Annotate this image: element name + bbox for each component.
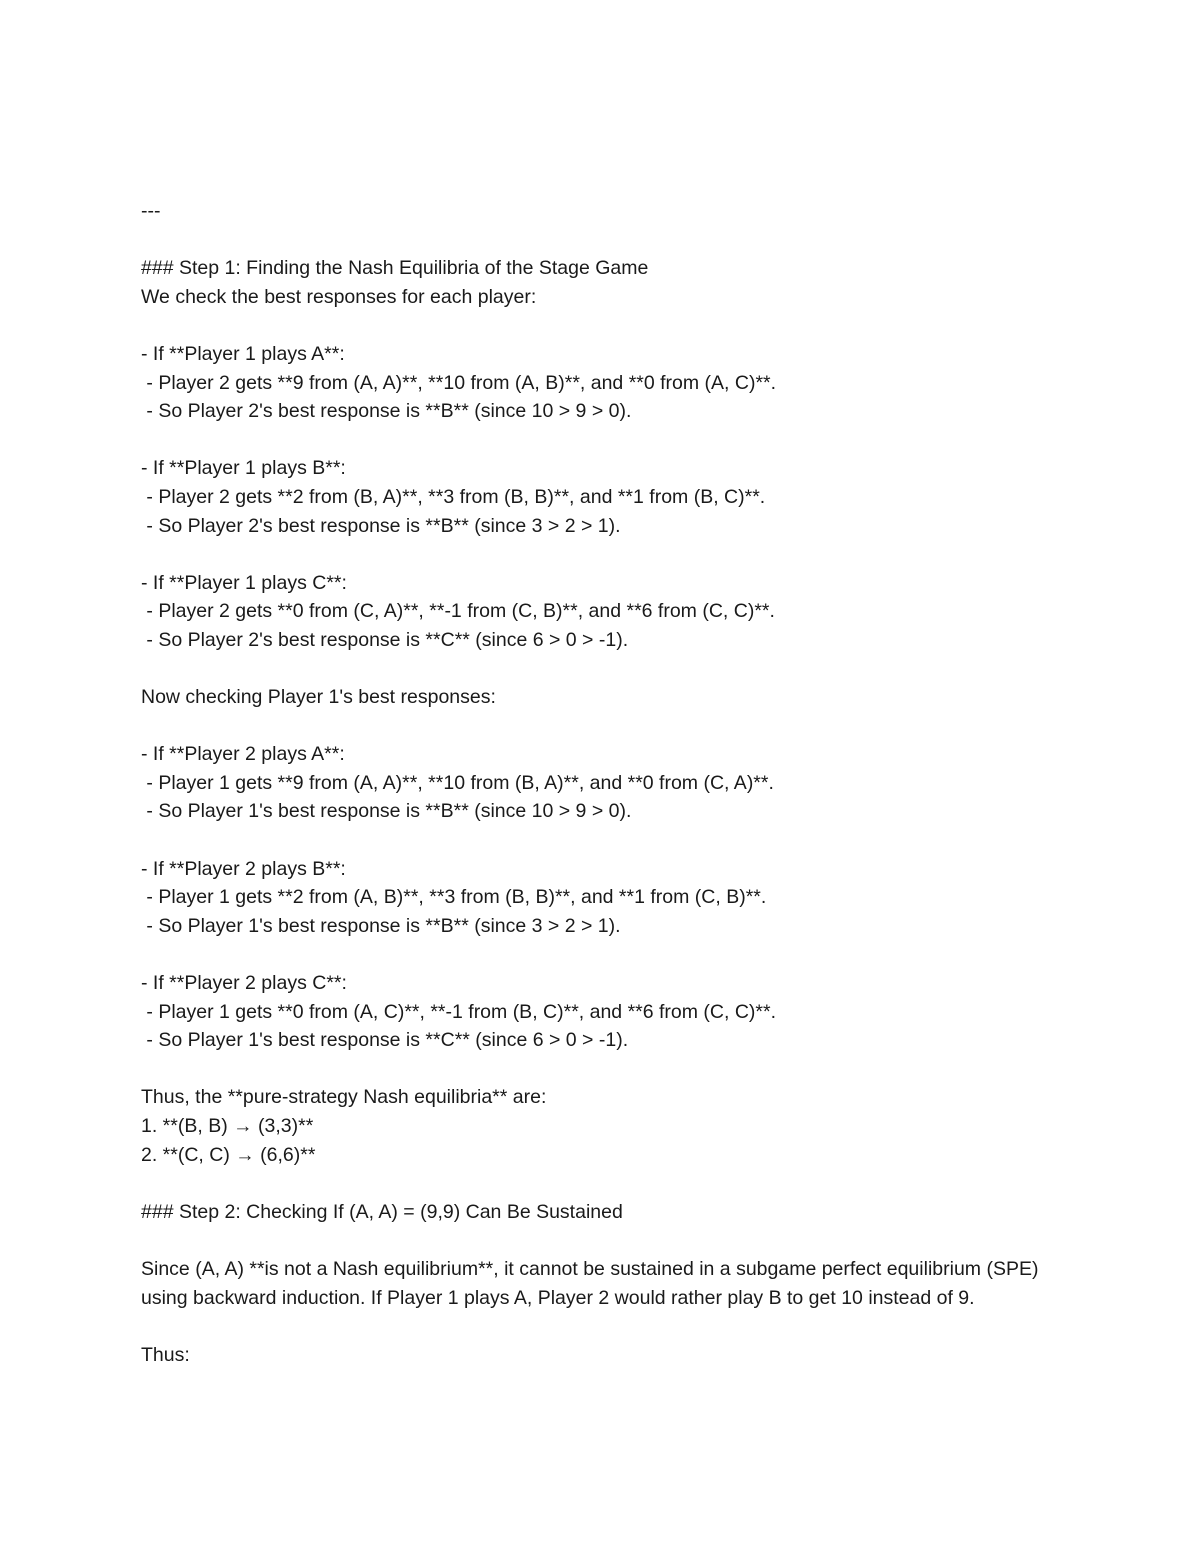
spacer <box>141 940 1101 969</box>
p2-case-a-best: - So Player 2's best response is **B** (since 10 > 9 > 0). <box>141 400 632 423</box>
spacer <box>141 540 1101 569</box>
p1-case-b-payoffs: - Player 1 gets **2 from (A, B)**, **3 from (B, B)**, and **1 from (C, B)**. <box>141 886 767 909</box>
equilibrium-item: 1. **(B, B) → (3,3)** <box>141 1115 314 1137</box>
spacer <box>141 712 1101 741</box>
spacer <box>141 1055 1101 1084</box>
step2-paragraph: Since (A, A) **is not a Nash equilibrium**, it cannot be sustained in a subgame perfect equilibrium (SPE) using backward induction. If Player 1 plays A, Player 2 would rather play B to get 10 instead of 9. <box>141 1257 1039 1309</box>
step1-intro: We check the best responses for each player: <box>141 285 537 308</box>
p1-case-c-payoffs: - Player 1 gets **0 from (A, C)**, **-1 from (B, C)**, and **6 from (C, C)**. <box>141 1000 777 1023</box>
equilibria-conclusion: Thus, the **pure-strategy Nash equilibria** are: <box>141 1086 547 1109</box>
separator: --- <box>141 200 161 222</box>
spacer <box>141 826 1101 855</box>
spacer <box>141 426 1101 455</box>
spacer <box>141 1226 1101 1255</box>
p2-case-a-condition: - If **Player 1 plays A**: <box>141 342 345 365</box>
p2-case-b-condition: - If **Player 1 plays B**: <box>141 457 346 480</box>
p2-case-c-condition: - If **Player 1 plays C**: <box>141 571 347 594</box>
spacer <box>141 1312 1101 1341</box>
step2-heading: ### Step 2: Checking If (A, A) = (9,9) Can Be Sustained <box>141 1200 623 1223</box>
document-body <box>141 197 1101 1369</box>
p1-case-a-condition: - If **Player 2 plays A**: <box>141 743 345 766</box>
p2-case-a-payoffs: - Player 2 gets **9 from (A, A)**, **10 from (A, B)**, and **0 from (A, C)**. <box>141 371 777 394</box>
p1-case-a-best: - So Player 1's best response is **B** (since 10 > 9 > 0). <box>141 800 632 823</box>
equilibrium-item: 2. **(C, C) → (6,6)** <box>141 1143 316 1166</box>
p2-case-c-payoffs: - Player 2 gets **0 from (C, A)**, **-1 from (C, B)**, and **6 from (C, C)**. <box>141 600 775 623</box>
spacer <box>141 655 1101 684</box>
step2-thus: Thus: <box>141 1343 190 1366</box>
spacer <box>141 311 1101 340</box>
p1-intro: Now checking Player 1's best responses: <box>141 686 496 709</box>
p1-case-b-condition: - If **Player 2 plays B**: <box>141 857 346 880</box>
p2-case-c-best: - So Player 2's best response is **C** (since 6 > 0 > -1). <box>141 628 629 651</box>
p1-case-c-best: - So Player 1's best response is **C** (since 6 > 0 > -1). <box>141 1029 629 1052</box>
p2-case-b-best: - So Player 2's best response is **B** (since 3 > 2 > 1). <box>141 514 621 537</box>
p1-case-b-best: - So Player 1's best response is **B** (since 3 > 2 > 1). <box>141 914 621 937</box>
p2-case-b-payoffs: - Player 2 gets **2 from (B, A)**, **3 from (B, B)**, and **1 from (B, C)**. <box>141 485 766 508</box>
p1-case-c-condition: - If **Player 2 plays C**: <box>141 972 347 995</box>
p1-case-a-payoffs: - Player 1 gets **9 from (A, A)**, **10 from (B, A)**, and **0 from (C, A)**. <box>141 771 774 794</box>
spacer <box>141 1169 1101 1198</box>
step1-heading: ### Step 1: Finding the Nash Equilibria of the Stage Game <box>141 257 649 280</box>
spacer <box>141 226 1101 255</box>
